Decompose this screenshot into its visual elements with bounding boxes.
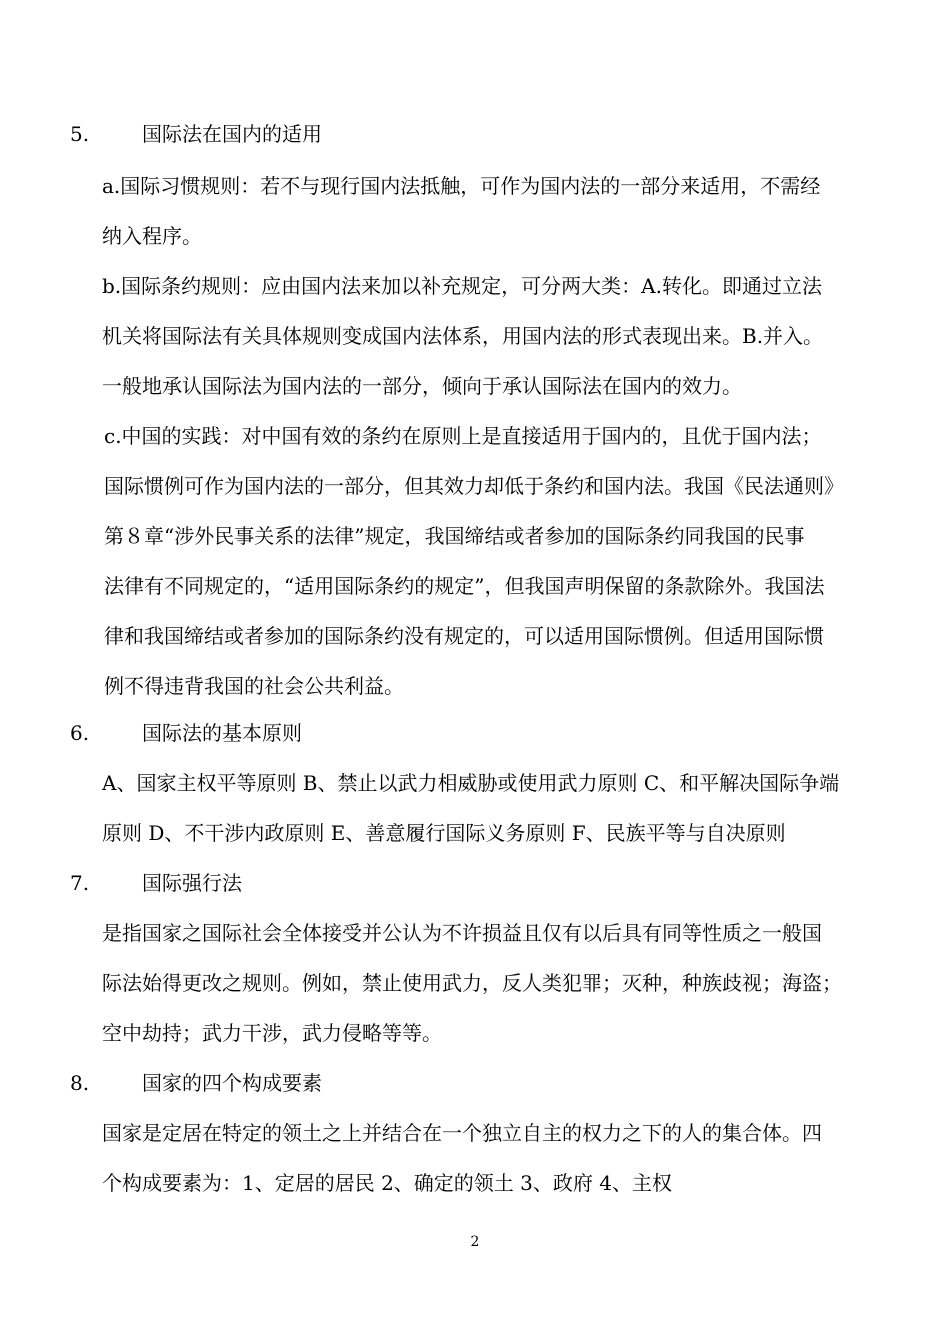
section-heading <box>70 858 910 908</box>
paragraph-line: 原则 D、不干涉内政原则 E、善意履行国际义务原则 F、民族平等与自决原则 <box>102 821 786 845</box>
paragraph-line: a.国际习惯规则：若不与现行国内法抵触，可作为国内法的一部分来适用，不需经 <box>102 174 821 198</box>
paragraph <box>102 758 910 858</box>
paragraph-line: c.中国的实践：对中国有效的条约在原则上是直接适用于国内的，且优于国内法； <box>104 424 822 448</box>
paragraph-line: 机关将国际法有关具体规则变成国内法体系，用国内法的形式表现出来。B.并入。 <box>102 324 824 348</box>
section-heading <box>70 1058 910 1108</box>
section-number: 8. <box>70 1071 90 1095</box>
section-number: 6. <box>70 721 90 745</box>
paragraph-line: 国家是定居在特定的领土之上并结合在一个独立自主的权力之下的人的集合体。四 <box>102 1121 822 1145</box>
paragraph-line: 际法始得更改之规则。例如，禁止使用武力，反人类犯罪；灭种，种族歧视；海盗； <box>102 971 842 995</box>
paragraph-line: b.国际条约规则：应由国内法来加以补充规定，可分两大类：A.转化。即通过立法 <box>102 274 822 298</box>
section-heading <box>70 708 910 758</box>
paragraph <box>102 1108 910 1208</box>
section-title: 国家的四个构成要素 <box>142 1071 322 1095</box>
paragraph <box>102 908 910 1058</box>
paragraph-line: 一般地承认国际法为国内法的一部分，倾向于承认国际法在国内的效力。 <box>102 374 742 398</box>
page-number: 2 <box>470 1234 480 1250</box>
section-heading <box>70 109 910 159</box>
section-number: 7. <box>70 871 90 895</box>
paragraph-line: 法律有不同规定的，“适用国际条约的规定”，但我国声明保留的条款除外。我国法 <box>104 574 825 598</box>
paragraph <box>102 161 910 261</box>
section-title: 国际法在国内的适用 <box>142 122 322 146</box>
paragraph-line: 纳入程序。 <box>102 224 202 248</box>
paragraph-line: 国际惯例可作为国内法的一部分，但其效力却低于条约和国内法。我国《民法通则》 <box>104 474 844 498</box>
paragraph-line: 例不得违背我国的社会公共利益。 <box>104 674 404 698</box>
paragraph-line: 是指国家之国际社会全体接受并公认为不许损益且仅有以后具有同等性质之一般国 <box>102 921 822 945</box>
section-title: 国际法的基本原则 <box>142 721 302 745</box>
paragraph-line: 空中劫持；武力干涉，武力侵略等等。 <box>102 1021 442 1045</box>
paragraph <box>102 261 910 411</box>
paragraph-line: A、国家主权平等原则 B、禁止以武力相威胁或使用武力原则 C、和平解决国际争端 <box>102 771 840 795</box>
paragraph-line: 第８章“涉外民事关系的法律”规定，我国缔结或者参加的国际条约同我国的民事 <box>104 524 805 548</box>
paragraph-line: 个构成要素为：1、定居的居民 2、确定的领土 3、政府 4、主权 <box>102 1171 672 1195</box>
section-number: 5. <box>70 122 90 146</box>
paragraph <box>104 411 912 711</box>
paragraph-line: 律和我国缔结或者参加的国际条约没有规定的，可以适用国际惯例。但适用国际惯 <box>104 624 824 648</box>
section-title: 国际强行法 <box>142 871 242 895</box>
